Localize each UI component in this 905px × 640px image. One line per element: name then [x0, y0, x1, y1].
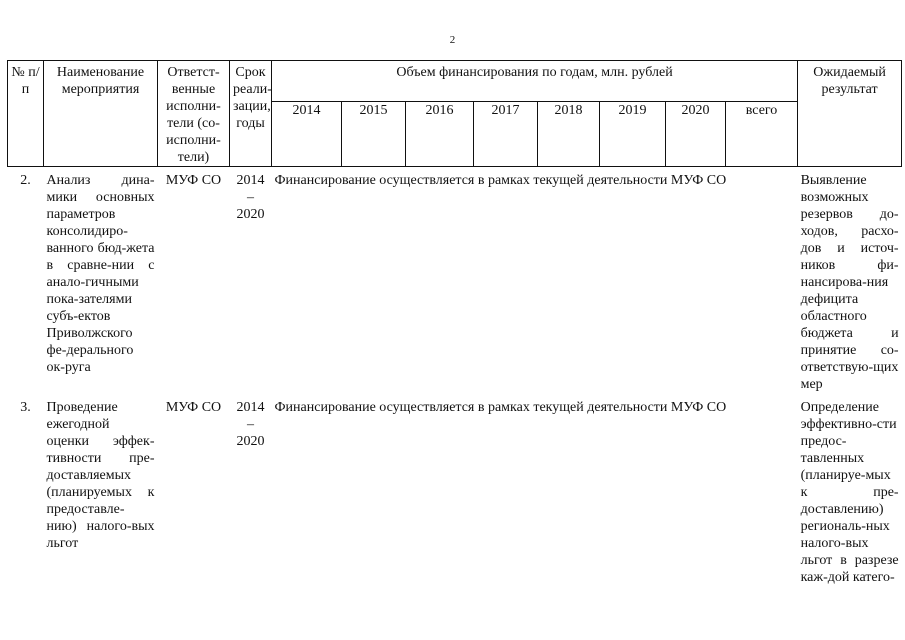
- row-num: 2.: [20, 173, 31, 188]
- header-num: № п/п: [8, 61, 44, 167]
- header-year-total: всего: [726, 102, 798, 167]
- header-responsible: Ответст-венные исполни-тели (со-исполни-тели): [158, 61, 230, 167]
- row-term: 2014 – 2020: [236, 400, 265, 449]
- header-year-2016: 2016: [406, 102, 474, 167]
- header-year-2018: 2018: [538, 102, 600, 167]
- row-funding: Финансирование осуществляется в рамках текущей деятельности МУФ СО: [274, 400, 727, 415]
- header-name: Наименование мероприятия: [44, 61, 158, 167]
- header-year-2017: 2017: [474, 102, 538, 167]
- row-result: Определение эффективно-сти предос-тавленных (планируе-мых к пре-доставлению) региональ-ных налого-вых льгот в разрезе каж-дой катего-: [800, 400, 899, 585]
- row-result: Выявление возможных резервов до-ходов, расхо-дов и источ-ников фи-нансирова-ния дефицита областного бюджета и принятие со-ответствую-щих мер: [800, 173, 899, 392]
- row-num: 3.: [20, 400, 31, 415]
- header-year-2015: 2015: [342, 102, 406, 167]
- header-year-2014: 2014: [272, 102, 342, 167]
- activities-table: [7, 60, 902, 586]
- row-name: Проведение ежегодной оценки эффек-тивности пре-доставляемых (планируемых к предоставле-нию) налого-вых льгот: [46, 400, 155, 551]
- table-row: [8, 167, 902, 394]
- page-number: 2: [449, 34, 456, 46]
- row-name: Анализ дина-мики основных параметров консолидиро-ванного бюд-жета в сравне-нии с анало-гичными пока-зателями субъ-ектов Приволжского фе-дерального ок-руга: [46, 173, 155, 375]
- header-year-2020: 2020: [666, 102, 726, 167]
- row-funding: Финансирование осуществляется в рамках текущей деятельности МУФ СО: [274, 173, 727, 188]
- header-year-2019: 2019: [600, 102, 666, 167]
- table-row: [8, 393, 902, 586]
- header-term: Срок реали-зации, годы: [230, 61, 272, 167]
- header-funding: Объем финансирования по годам, млн. рублей: [272, 61, 798, 102]
- header-result: Ожидаемый результат: [798, 61, 902, 167]
- row-responsible: МУФ СО: [165, 173, 222, 188]
- row-term: 2014 – 2020: [236, 173, 265, 222]
- row-responsible: МУФ СО: [165, 400, 222, 415]
